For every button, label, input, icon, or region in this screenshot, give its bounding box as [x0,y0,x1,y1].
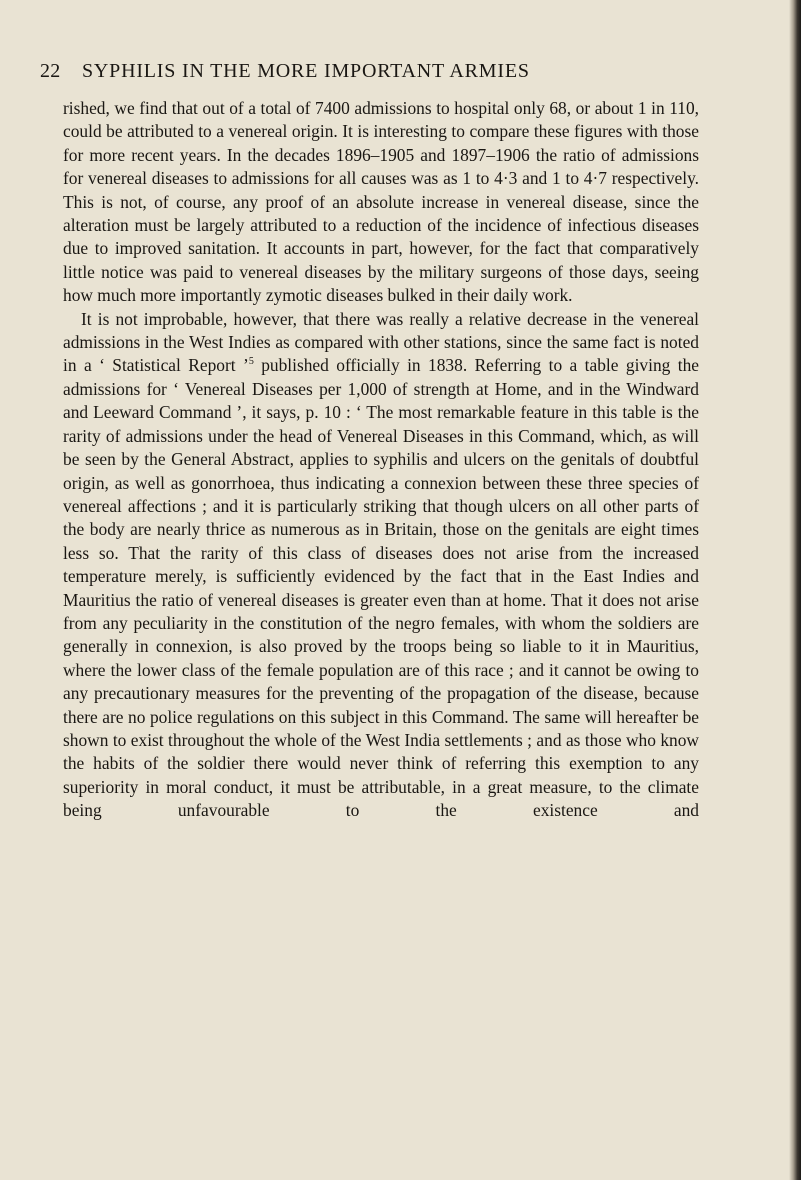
running-title: SYPHILIS IN THE MORE IMPORTANT ARMIES [82,60,530,82]
paragraph-statistical-report [63,308,699,823]
paragraph-continued [63,97,699,308]
body-text [63,97,699,823]
running-head [40,60,730,94]
paragraph-2-text-b: published officially in 1838. Referring to a table giving the admissions for ‘ Venereal Diseases per 1,000 of strength at Home, and in the Windward and Leeward Command ’, it says, p. 10 : ‘ The most remarkable feature in this table is the rarity of admissions under the head of Venereal Diseases in this Command, which, as will be seen by the General Abstract, applies to syphilis and ulcers on the genitals of doubtful origin, as well as gonorrhoea, thus indicating a connexion between these three species of venereal affections ; and it is particularly striking that though ulcers on all other parts of the body are nearly thrice as numerous as in Britain, those on the genitals are eight times less so. That the rarity of this class of diseases does not arise from the increased temperature merely, is sufficiently evidenced by the fact that in the East Indies and Mauritius the ratio of venereal diseases is greater even than at home. That it does not arise from any peculiarity in the constitution of the negro females, with whom the soldiers are generally in connexion, is also proved by the troops being so liable to it in Mauritius, where the lower class of the female population are of this race ; and it cannot be owing to any precautionary measures for the preventing of the propagation of the disease, because there are no police regulations on this subject in this Command. The same will hereafter be shown to exist throughout the whole of the West India settlements ; and as those who know the habits of the soldier there would never think of referring this exemption to any superiority in moral conduct, it must be attributable, in a great measure, to the climate being unfavourable to the existence and [63,355,699,821]
paragraph-1-text: rished, we find that out of a total of 7400 admissions to hospital only 68, or about 1 in 110, could be attributed to a venereal origin. It is interesting to compare these figures with those for more recent years. In the decades 1896–1905 and 1897–1906 the ratio of admissions for venereal diseases to admissions for all causes was as 1 to 4·3 and 1 to 4·7 respectively. This is not, of course, any proof of an absolute increase in venereal disease, since the alteration must be largely attributed to a reduction of the incidence of infectious diseases due to improved sanitation. It accounts in part, however, for the fact that comparatively little notice was paid to venereal diseases by the military surgeons of those days, seeing how much more importantly zymotic diseases bulked in their daily work. [63,98,699,306]
paragraph-2-text-a: It is not improbable, however, that there was really a relative decrease in the venereal admissions in the West Indies as compared with other stations, since the same fact is noted in a ‘ Statistical Report ’ [63,308,699,376]
footnote-reference: 5 [248,356,254,368]
binding-edge [789,0,801,1180]
page-number: 22 [40,60,61,82]
